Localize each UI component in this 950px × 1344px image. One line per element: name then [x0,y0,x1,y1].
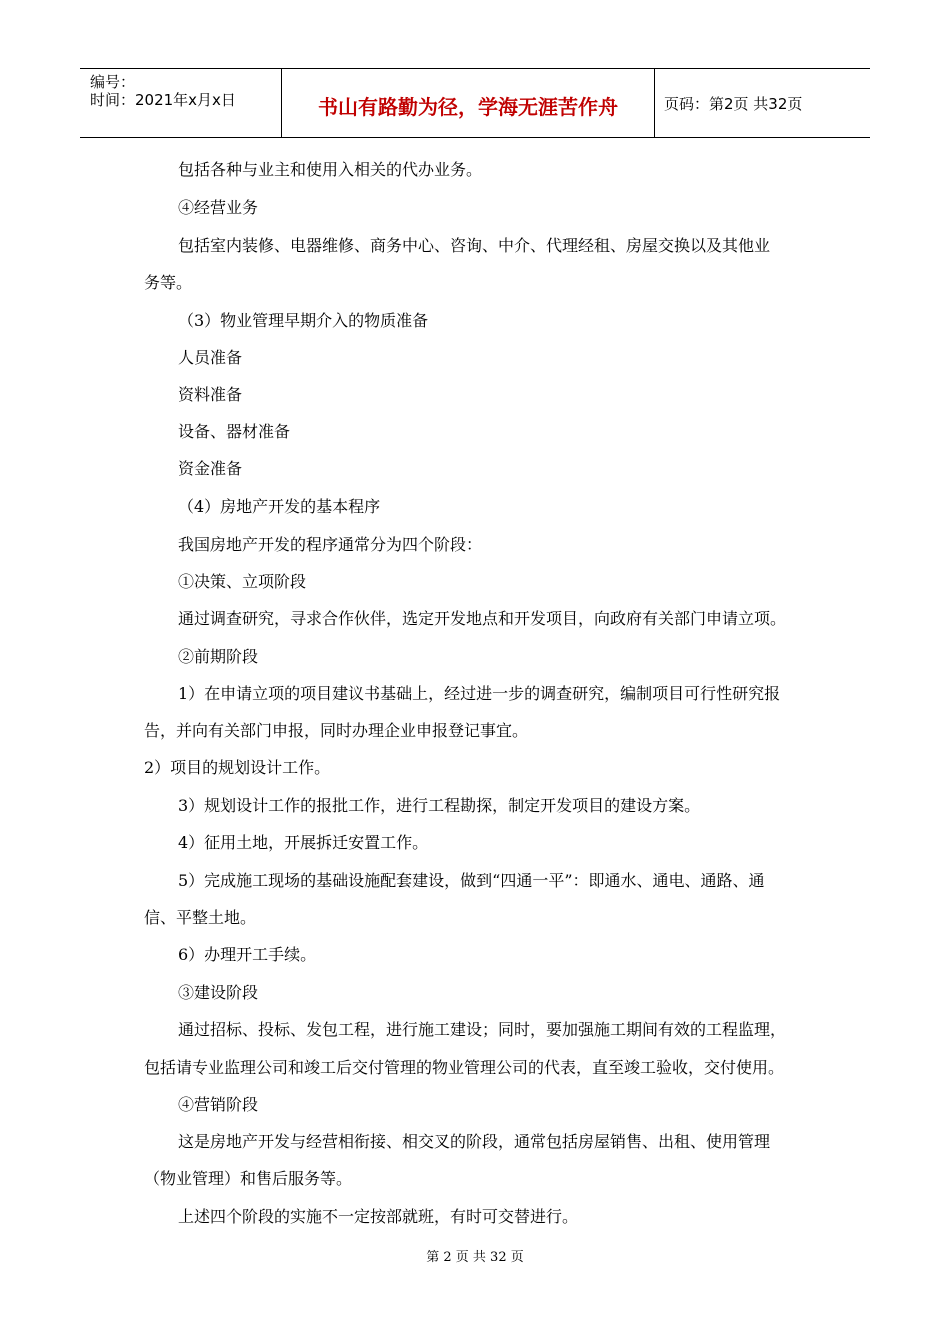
list-item: 资金准备 [178,459,243,478]
list-item: 4）征用土地，开展拆迁安置工作。 [178,833,429,852]
paragraph-line: 包括请专业监理公司和竣工后交付管理的物业管理公司的代表，直至竣工验收，交付使用。 [144,1058,785,1077]
list-item: 资料准备 [178,385,243,404]
paragraph-line: 务等。 [144,273,193,292]
document-number-label: 编号： [90,73,136,91]
page-footer: 第 2 页 共 32 页 [426,1250,524,1265]
list-item: 6）办理开工手续。 [178,945,317,964]
paragraph-line: （物业管理）和售后服务等。 [144,1169,353,1188]
list-item: 设备、器材准备 [178,422,291,441]
header-motto: 书山有路勤为径，学海无涯苦作舟 [318,95,618,119]
header-meta-cell [80,69,282,137]
paragraph-line: 包括室内装修、电器维修、商务中心、咨询、中介、代理经租、房屋交换以及其他业 [178,236,771,255]
list-item: 5）完成施工现场的基础设施配套建设，做到“四通一平”：即通水、通电、通路、通 [178,871,765,890]
header-page-number: 页码：第2页 共32页 [664,95,803,113]
section-heading: ①决策、立项阶段 [178,572,307,591]
paragraph-line: 我国房地产开发的程序通常分为四个阶段： [178,535,483,554]
paragraph-line: 信、平整土地。 [144,908,257,927]
list-item: 人员准备 [178,348,243,367]
paragraph-line: 告，并向有关部门申报，同时办理企业申报登记事宜。 [144,721,529,740]
page-header [80,68,870,138]
paragraph-line: 1）在申请立项的项目建议书基础上，经过进一步的调查研究，编制项目可行性研究报 [178,684,781,703]
paragraph-line: 上述四个阶段的实施不一定按部就班，有时可交替进行。 [178,1207,579,1226]
section-heading: （3）物业管理早期介入的物质准备 [178,311,429,330]
paragraph-line: 包括各种与业主和使用入相关的代办业务。 [178,160,483,179]
paragraph-line: 通过调查研究，寻求合作伙伴，选定开发地点和开发项目，向政府有关部门申请立项。 [178,609,787,628]
section-heading: （4）房地产开发的基本程序 [178,497,381,516]
paragraph-line: 这是房地产开发与经营相衔接、相交叉的阶段，通常包括房屋销售、出租、使用管理 [178,1132,771,1151]
document-date-label: 时间：2021年x月x日 [90,91,236,109]
section-heading: ④营销阶段 [178,1095,259,1114]
section-heading: ②前期阶段 [178,647,259,666]
list-item: 2）项目的规划设计工作。 [144,758,331,777]
section-heading: ④经营业务 [178,198,259,217]
header-motto-cell [282,69,655,137]
header-page-cell [655,69,870,137]
list-item: 3）规划设计工作的报批工作，进行工程勘探，制定开发项目的建设方案。 [178,796,701,815]
section-heading: ③建设阶段 [178,983,259,1002]
paragraph-line: 通过招标、投标、发包工程，进行施工建设；同时，要加强施工期间有效的工程监理， [178,1020,787,1039]
